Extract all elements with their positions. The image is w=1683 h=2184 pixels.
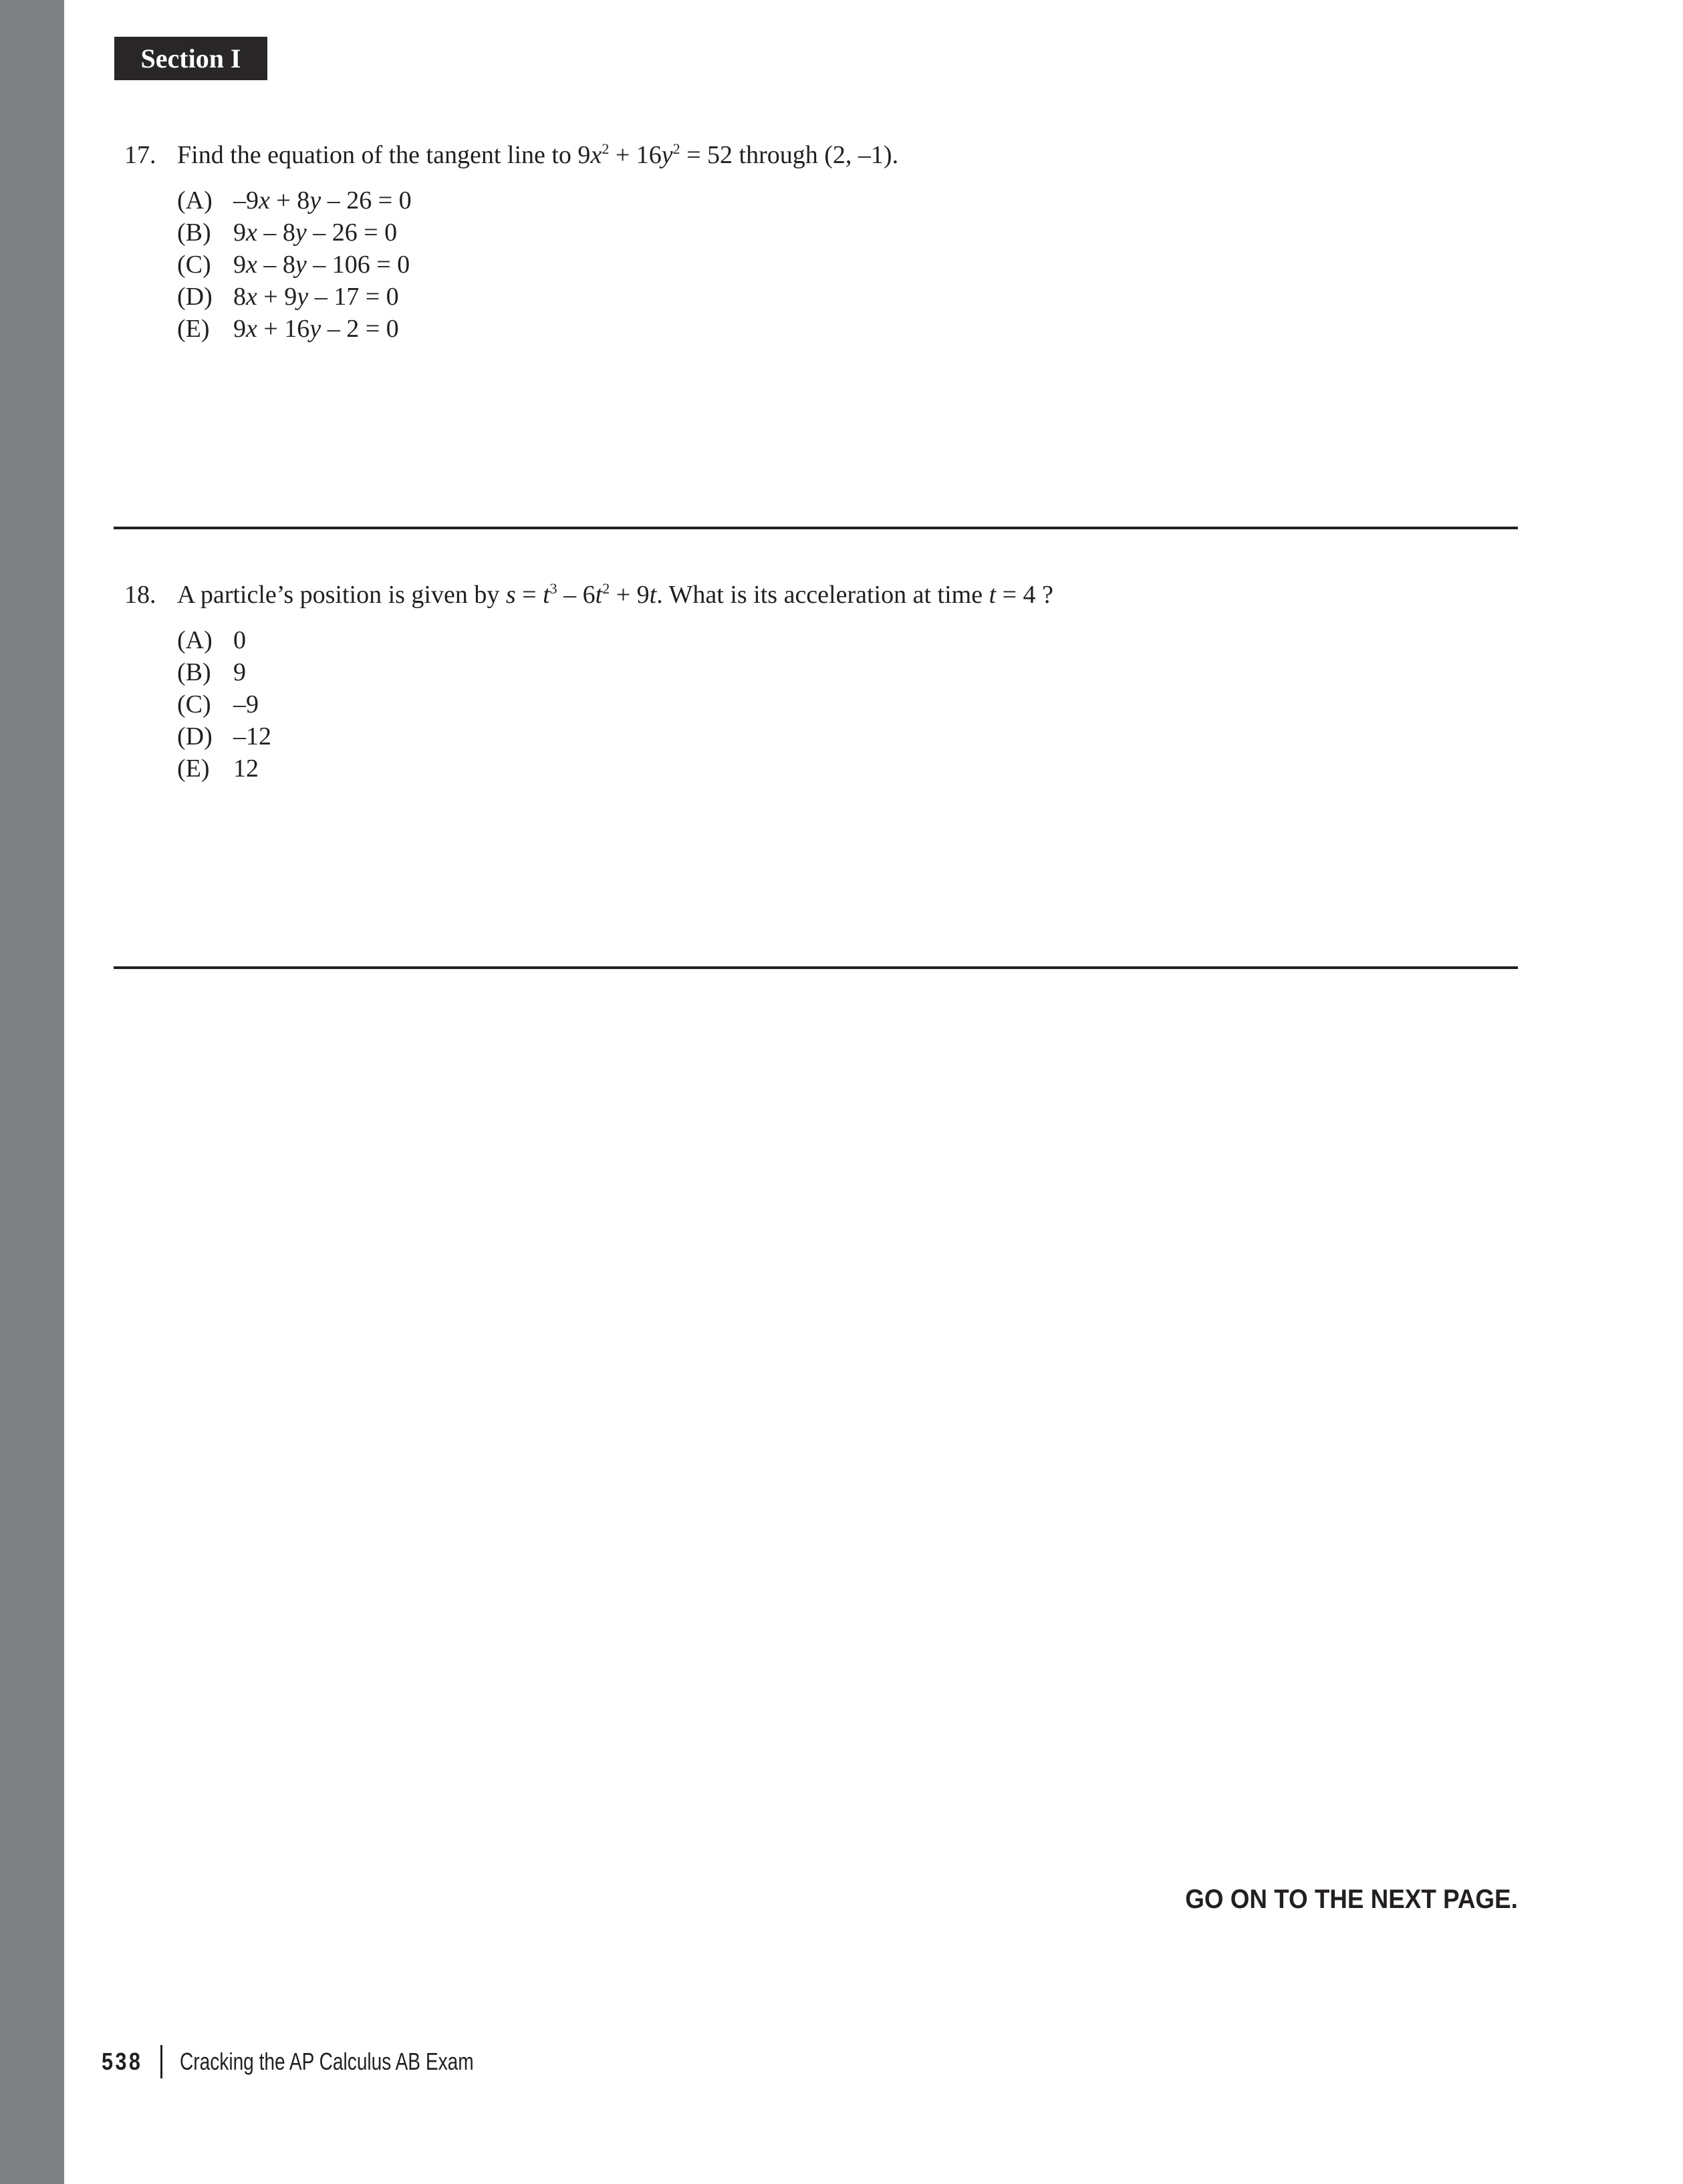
answer-choice-a[interactable]: (A) –9x + 8y – 26 = 0 [177, 186, 412, 215]
answer-choice-a[interactable]: (A) 0 [177, 626, 246, 654]
answer-choice-e[interactable]: (E) 12 [177, 755, 259, 783]
book-title: Cracking the AP Calculus AB Exam [180, 2048, 474, 2075]
answer-choice-c[interactable]: (C) 9x – 8y – 106 = 0 [177, 251, 410, 279]
answer-choice-c[interactable]: (C) –9 [177, 690, 259, 718]
answer-choices [177, 624, 1053, 785]
answer-choice-b[interactable]: (B) 9x – 8y – 26 = 0 [177, 219, 398, 247]
question-text: Find the equation of the tangent line to $9x^2 + 16y^2 = 52$ through (2, –1). [177, 140, 899, 169]
question-number: 17. [124, 141, 156, 169]
page-margin-bar [0, 0, 64, 2184]
question-stem [124, 579, 1053, 611]
question-18 [124, 579, 1053, 785]
question-17 [124, 139, 898, 345]
page-number: 538 [102, 2048, 143, 2075]
question-text: A particle’s position is given by $s = t^3 - 6t^2 + 9t$. What is its acceleration at time t = 4 ? [177, 580, 1053, 609]
go-on-next-page-notice: GO ON TO THE NEXT PAGE. [1185, 1885, 1518, 1914]
question-divider [114, 527, 1518, 529]
answer-choices [177, 184, 898, 345]
question-number: 18. [124, 581, 156, 609]
page-footer [102, 2045, 557, 2078]
answer-choice-e[interactable]: (E) 9x + 16y – 2 = 0 [177, 315, 399, 343]
section-badge: Section I [114, 37, 267, 80]
question-divider [114, 966, 1518, 969]
question-stem [124, 139, 898, 171]
answer-choice-d[interactable]: (D) –12 [177, 722, 271, 750]
answer-choice-b[interactable]: (B) 9 [177, 658, 246, 686]
footer-divider [160, 2045, 162, 2078]
answer-choice-d[interactable]: (D) 8x + 9y – 17 = 0 [177, 283, 399, 311]
